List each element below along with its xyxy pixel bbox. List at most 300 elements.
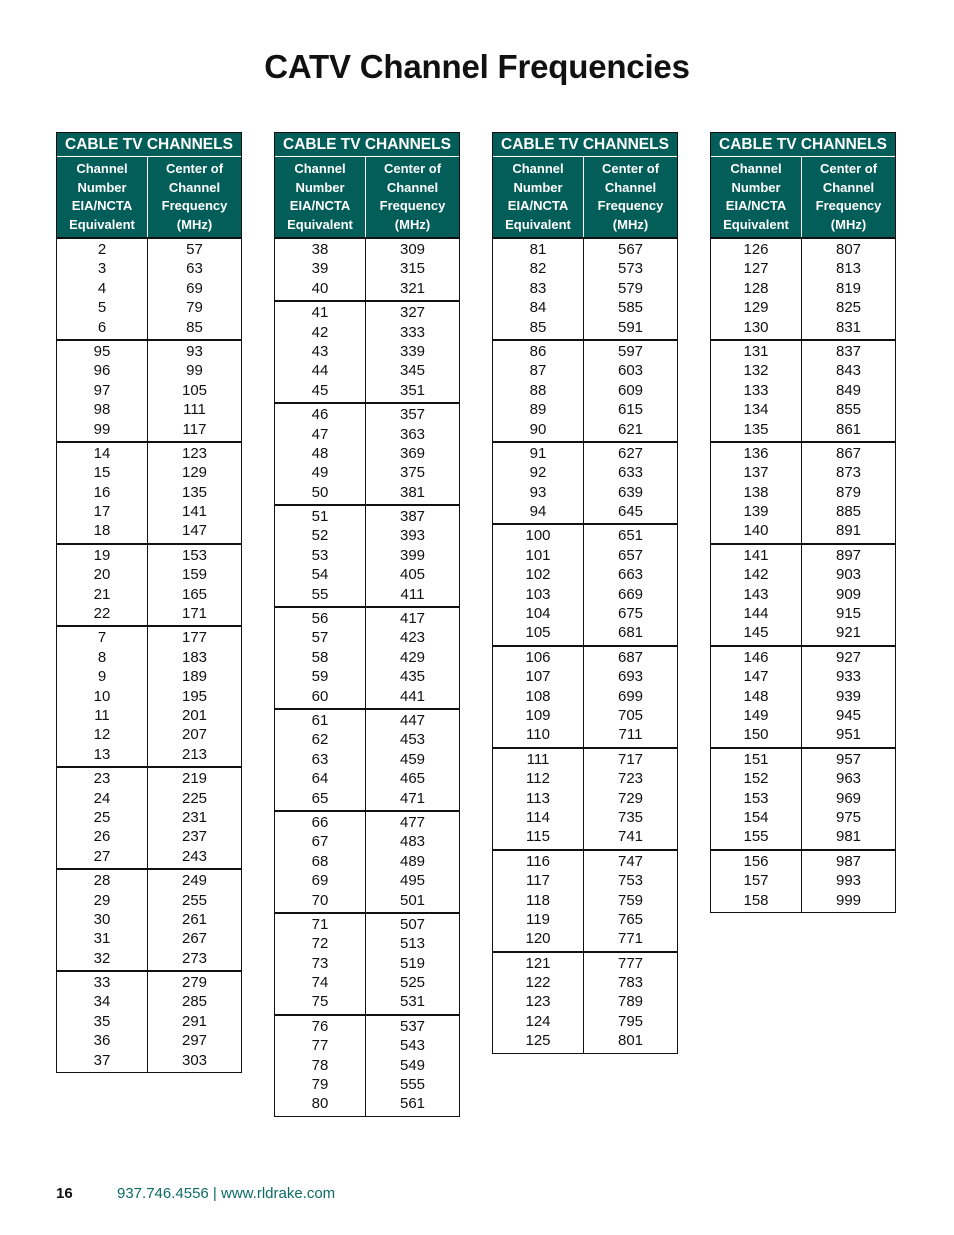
- table-title: CABLE TV CHANNELS: [57, 133, 241, 157]
- channel-number: 7: [97, 629, 107, 647]
- frequency-value: 717: [617, 750, 644, 768]
- column-header-channel: Channel Number EIA/NCTA Equivalent: [711, 157, 802, 237]
- channel-group: [493, 951, 677, 1053]
- channel-number: 121: [525, 954, 551, 972]
- channel-number: 82: [529, 260, 547, 278]
- channel-number: 21: [93, 585, 111, 603]
- frequency-value: 405: [399, 566, 426, 584]
- frequency-cell: [584, 749, 677, 849]
- frequency-value: 783: [617, 974, 644, 992]
- frequency-value: 771: [617, 930, 644, 948]
- frequency-cell: [366, 506, 459, 606]
- channel-number: 102: [525, 566, 551, 584]
- frequency-value: 579: [617, 279, 644, 297]
- frequency-value: 363: [399, 425, 426, 443]
- channel-number: 62: [311, 731, 329, 749]
- frequency-cell: [366, 914, 459, 1014]
- frequency-cell: [584, 443, 677, 524]
- channel-number: 138: [743, 483, 769, 501]
- frequency-value: 123: [181, 444, 208, 462]
- frequency-value: 711: [618, 726, 643, 744]
- channel-number-cell: [57, 972, 148, 1072]
- table-title: CABLE TV CHANNELS: [275, 133, 459, 157]
- frequency-value: 177: [181, 629, 208, 647]
- channel-number: 16: [93, 483, 111, 501]
- frequency-value: 129: [181, 464, 208, 482]
- frequency-value: 273: [181, 949, 208, 967]
- frequency-value: 819: [835, 279, 862, 297]
- channel-number-cell: [275, 608, 366, 708]
- channel-number: 150: [743, 726, 769, 744]
- channel-number: 12: [93, 726, 111, 744]
- frequency-value: 333: [399, 323, 426, 341]
- frequency-value: 351: [399, 381, 426, 399]
- frequency-cell: [584, 525, 677, 644]
- channel-number: 133: [743, 381, 769, 399]
- channel-number: 117: [526, 872, 550, 890]
- channel-number: 23: [93, 770, 111, 788]
- channel-number: 25: [93, 808, 111, 826]
- channel-number: 20: [93, 566, 111, 584]
- channel-number-cell: [275, 239, 366, 300]
- frequency-value: 435: [399, 668, 426, 686]
- channel-group: [57, 970, 241, 1072]
- channel-number: 32: [93, 949, 111, 967]
- channel-number: 42: [311, 323, 329, 341]
- frequency-cell: [148, 443, 241, 543]
- channel-number: 58: [311, 648, 329, 666]
- frequency-cell: [366, 302, 459, 402]
- frequency-value: 339: [399, 342, 426, 360]
- channel-group: [711, 441, 895, 543]
- frequency-value: 183: [181, 648, 208, 666]
- frequency-value: 945: [835, 706, 862, 724]
- channel-number: 52: [311, 527, 329, 545]
- channel-number: 39: [311, 260, 329, 278]
- channel-number: 84: [529, 299, 547, 317]
- frequency-value: 141: [181, 503, 208, 521]
- frequency-value: 165: [181, 585, 208, 603]
- channel-number: 136: [743, 444, 769, 462]
- channel-number: 28: [93, 872, 111, 890]
- channel-number: 72: [311, 935, 329, 953]
- frequency-cell: [366, 608, 459, 708]
- frequency-value: 897: [835, 546, 862, 564]
- frequency-value: 85: [186, 318, 203, 336]
- channel-number: 38: [311, 241, 329, 258]
- channel-number: 125: [525, 1032, 551, 1050]
- channel-number: 157: [743, 872, 769, 890]
- frequency-value: 663: [617, 566, 644, 584]
- frequency-value: 417: [399, 610, 426, 628]
- frequency-value: 207: [181, 726, 208, 744]
- channel-number: 106: [525, 648, 551, 666]
- channel-number-cell: [57, 341, 148, 441]
- column-headers: [275, 157, 459, 237]
- channel-number: 91: [529, 444, 547, 462]
- channel-group: [493, 441, 677, 524]
- channel-number: 148: [743, 687, 769, 705]
- frequency-cell: [584, 239, 677, 339]
- frequency-value: 669: [617, 585, 644, 603]
- frequency-value: 777: [617, 954, 644, 972]
- frequency-value: 657: [617, 546, 644, 564]
- column-header-frequency: Center of Channel Frequency (MHz): [379, 161, 446, 232]
- frequency-value: 639: [617, 483, 644, 501]
- channel-number: 75: [311, 993, 329, 1011]
- channel-number: 19: [93, 546, 111, 564]
- channel-number: 111: [526, 750, 550, 768]
- frequency-cell: [366, 1016, 459, 1116]
- frequency-value: 411: [400, 585, 425, 603]
- frequency-value: 261: [181, 910, 208, 928]
- channel-number: 70: [311, 891, 329, 909]
- channel-number: 122: [525, 974, 551, 992]
- channel-number-cell: [275, 914, 366, 1014]
- channel-number: 124: [525, 1012, 551, 1030]
- channel-number: 130: [743, 318, 769, 336]
- channel-number: 56: [311, 610, 329, 628]
- frequency-value: 807: [835, 241, 862, 258]
- channel-number: 115: [526, 828, 550, 846]
- channel-group: [493, 747, 677, 849]
- frequency-value: 69: [186, 279, 203, 297]
- channel-number-cell: [57, 870, 148, 970]
- channel-number-cell: [493, 851, 584, 951]
- channel-number: 36: [93, 1032, 111, 1050]
- frequency-value: 159: [181, 566, 208, 584]
- channel-number: 73: [311, 954, 329, 972]
- frequency-value: 369: [399, 444, 426, 462]
- frequency-value: 609: [617, 381, 644, 399]
- frequency-value: 561: [399, 1095, 426, 1113]
- channel-number: 44: [311, 362, 329, 380]
- channel-number: 88: [529, 381, 547, 399]
- channel-number: 41: [311, 304, 329, 322]
- channel-table-1: [56, 132, 242, 1073]
- channel-group: [275, 504, 459, 606]
- page-title: CATV Channel Frequencies: [264, 48, 690, 85]
- frequency-value: 393: [399, 527, 426, 545]
- channel-group: [711, 543, 895, 645]
- frequency-value: 549: [399, 1056, 426, 1074]
- frequency-value: 705: [617, 706, 644, 724]
- frequency-cell: [366, 239, 459, 300]
- frequency-cell: [148, 341, 241, 441]
- channel-number: 69: [311, 872, 329, 890]
- channel-number: 55: [311, 585, 329, 603]
- channel-number: 152: [743, 770, 769, 788]
- channel-number-cell: [57, 768, 148, 868]
- frequency-value: 375: [399, 464, 426, 482]
- frequency-cell: [148, 768, 241, 868]
- channel-number: 53: [311, 546, 329, 564]
- frequency-value: 471: [399, 789, 426, 807]
- frequency-value: 969: [835, 789, 862, 807]
- channel-group: [493, 237, 677, 339]
- channel-number: 147: [743, 668, 769, 686]
- channel-number: 61: [311, 711, 329, 729]
- channel-group: [711, 237, 895, 339]
- channel-number: 15: [93, 464, 111, 482]
- frequency-value: 861: [835, 420, 862, 438]
- frequency-value: 903: [835, 566, 862, 584]
- channel-number-cell: [275, 506, 366, 606]
- channel-number: 79: [311, 1076, 329, 1094]
- channel-group: [711, 339, 895, 441]
- channel-table-4: [710, 132, 896, 913]
- frequency-value: 525: [399, 974, 426, 992]
- frequency-value: 531: [399, 993, 426, 1011]
- frequency-value: 873: [835, 464, 862, 482]
- column-header-channel: Channel Number EIA/NCTA Equivalent: [493, 157, 584, 237]
- frequency-value: 585: [617, 299, 644, 317]
- frequency-value: 135: [181, 483, 208, 501]
- channel-number: 6: [97, 318, 107, 336]
- channel-number: 77: [311, 1037, 329, 1055]
- frequency-value: 885: [835, 503, 862, 521]
- channel-group: [711, 645, 895, 747]
- channel-number-cell: [711, 545, 802, 645]
- channel-number: 64: [311, 770, 329, 788]
- channel-number: 155: [743, 828, 769, 846]
- channel-number: 51: [311, 508, 329, 526]
- frequency-cell: [148, 870, 241, 970]
- frequency-value: 117: [182, 420, 207, 438]
- channel-number: 114: [526, 808, 550, 826]
- frequency-cell: [366, 404, 459, 504]
- frequency-value: 867: [835, 444, 862, 462]
- frequency-value: 591: [617, 318, 644, 336]
- frequency-value: 597: [617, 342, 644, 360]
- channel-number-cell: [711, 647, 802, 747]
- channel-number: 153: [743, 789, 769, 807]
- channel-number: 54: [311, 566, 329, 584]
- frequency-value: 843: [835, 362, 862, 380]
- frequency-cell: [148, 627, 241, 766]
- channel-number: 66: [311, 813, 329, 831]
- frequency-cell: [366, 710, 459, 810]
- channel-number-cell: [493, 443, 584, 524]
- frequency-value: 699: [617, 687, 644, 705]
- frequency-value: 633: [617, 464, 644, 482]
- frequency-value: 543: [399, 1037, 426, 1055]
- channel-number: 100: [525, 527, 551, 545]
- frequency-value: 621: [617, 420, 644, 438]
- frequency-value: 57: [186, 241, 203, 258]
- channel-number: 63: [311, 750, 329, 768]
- channel-number-cell: [493, 525, 584, 644]
- channel-number: 29: [93, 891, 111, 909]
- frequency-value: 855: [835, 401, 862, 419]
- frequency-value: 801: [617, 1032, 644, 1050]
- channel-group: [493, 523, 677, 644]
- channel-number: 86: [529, 342, 547, 360]
- channel-number: 5: [97, 299, 107, 317]
- frequency-cell: [802, 647, 895, 747]
- frequency-value: 495: [399, 872, 426, 890]
- channel-group: [57, 543, 241, 626]
- column-header-frequency: Center of Channel Frequency (MHz): [815, 161, 882, 232]
- channel-number: 123: [525, 993, 551, 1011]
- frequency-value: 735: [617, 808, 644, 826]
- frequency-value: 483: [399, 833, 426, 851]
- frequency-value: 153: [181, 546, 208, 564]
- frequency-value: 195: [181, 687, 208, 705]
- table-title: CABLE TV CHANNELS: [493, 133, 677, 157]
- frequency-value: 231: [181, 808, 208, 826]
- frequency-value: 687: [617, 648, 644, 666]
- frequency-value: 399: [399, 546, 426, 564]
- frequency-cell: [802, 239, 895, 339]
- channel-number: 129: [743, 299, 769, 317]
- channel-group: [275, 606, 459, 708]
- channel-number: 74: [311, 974, 329, 992]
- channel-number: 80: [311, 1095, 329, 1113]
- frequency-value: 693: [617, 668, 644, 686]
- channel-group: [57, 339, 241, 441]
- channel-number: 134: [743, 401, 769, 419]
- channel-number-cell: [493, 647, 584, 747]
- channel-number: 97: [93, 381, 111, 399]
- channel-number: 46: [311, 406, 329, 424]
- channel-number: 128: [743, 279, 769, 297]
- channel-number: 126: [743, 241, 769, 258]
- channel-number: 71: [311, 915, 329, 933]
- channel-number: 22: [93, 605, 111, 623]
- frequency-value: 957: [835, 750, 862, 768]
- channel-number: 37: [93, 1051, 111, 1069]
- frequency-value: 519: [399, 954, 426, 972]
- frequency-cell: [802, 749, 895, 849]
- channel-number: 67: [311, 833, 329, 851]
- frequency-value: 993: [835, 872, 862, 890]
- channel-number: 89: [529, 401, 547, 419]
- channel-number: 142: [743, 566, 769, 584]
- frequency-value: 825: [835, 299, 862, 317]
- frequency-value: 429: [399, 648, 426, 666]
- channel-number: 158: [743, 891, 769, 909]
- frequency-cell: [802, 341, 895, 441]
- frequency-value: 927: [835, 648, 862, 666]
- channel-number: 113: [526, 789, 550, 807]
- frequency-value: 795: [617, 1012, 644, 1030]
- channel-number-cell: [275, 710, 366, 810]
- frequency-value: 603: [617, 362, 644, 380]
- channel-number: 18: [93, 522, 111, 540]
- frequency-value: 939: [835, 687, 862, 705]
- channel-number: 112: [526, 770, 550, 788]
- frequency-value: 753: [617, 872, 644, 890]
- frequency-value: 225: [181, 789, 208, 807]
- frequency-value: 729: [617, 789, 644, 807]
- frequency-value: 555: [399, 1076, 426, 1094]
- frequency-cell: [148, 239, 241, 339]
- frequency-cell: [802, 851, 895, 912]
- frequency-value: 297: [181, 1032, 208, 1050]
- footer-contact: 937.746.4556 | www.rldrake.com: [117, 1185, 336, 1202]
- frequency-value: 93: [186, 342, 203, 360]
- channel-number: 108: [525, 687, 551, 705]
- channel-number-cell: [275, 812, 366, 912]
- channel-number-cell: [493, 953, 584, 1053]
- column-header-frequency: Center of Channel Frequency (MHz): [597, 161, 664, 232]
- frequency-cell: [584, 647, 677, 747]
- frequency-value: 255: [181, 891, 208, 909]
- channel-group: [57, 625, 241, 766]
- channel-number: 143: [743, 585, 769, 603]
- channel-number: 96: [93, 362, 111, 380]
- frequency-value: 79: [186, 299, 203, 317]
- channel-number: 26: [93, 828, 111, 846]
- channel-number-cell: [57, 239, 148, 339]
- channel-number-cell: [711, 239, 802, 339]
- frequency-value: 279: [181, 974, 208, 992]
- channel-group: [275, 237, 459, 300]
- frequency-value: 447: [399, 711, 426, 729]
- frequency-value: 537: [399, 1017, 426, 1035]
- frequency-value: 381: [399, 483, 426, 501]
- frequency-value: 315: [399, 260, 426, 278]
- frequency-value: 501: [399, 891, 426, 909]
- table-title: CABLE TV CHANNELS: [711, 133, 895, 157]
- frequency-value: 573: [617, 260, 644, 278]
- frequency-value: 975: [835, 808, 862, 826]
- frequency-value: 837: [835, 342, 862, 360]
- frequency-value: 963: [835, 770, 862, 788]
- frequency-value: 171: [181, 605, 208, 623]
- channel-number: 104: [525, 605, 551, 623]
- channel-number: 8: [97, 648, 107, 666]
- channel-group: [275, 1014, 459, 1116]
- channel-number: 127: [743, 260, 769, 278]
- frequency-value: 477: [399, 813, 426, 831]
- frequency-value: 387: [399, 508, 426, 526]
- channel-number-cell: [275, 1016, 366, 1116]
- channel-number: 131: [743, 342, 769, 360]
- channel-number: 45: [311, 381, 329, 399]
- channel-number: 13: [93, 745, 111, 763]
- channel-number-cell: [275, 302, 366, 402]
- channel-number: 85: [529, 318, 547, 336]
- channel-number: 93: [529, 483, 547, 501]
- channel-number: 141: [743, 546, 769, 564]
- channel-group: [493, 849, 677, 951]
- frequency-value: 909: [835, 585, 862, 603]
- frequency-cell: [584, 851, 677, 951]
- channel-number-cell: [57, 443, 148, 543]
- frequency-cell: [366, 812, 459, 912]
- channel-number: 105: [525, 624, 551, 642]
- frequency-value: 309: [399, 241, 426, 258]
- column-header-frequency: Center of Channel Frequency (MHz): [161, 161, 228, 232]
- channel-group: [711, 747, 895, 849]
- frequency-value: 327: [399, 304, 426, 322]
- frequency-value: 759: [617, 891, 644, 909]
- frequency-cell: [148, 545, 241, 626]
- frequency-value: 441: [399, 687, 426, 705]
- channel-number: 17: [93, 503, 111, 521]
- channel-number: 137: [743, 464, 769, 482]
- frequency-value: 459: [399, 750, 426, 768]
- channel-number: 118: [526, 891, 550, 909]
- frequency-value: 291: [181, 1012, 208, 1030]
- frequency-value: 507: [399, 915, 426, 933]
- channel-number: 30: [93, 910, 111, 928]
- channel-number: 60: [311, 687, 329, 705]
- frequency-value: 63: [186, 260, 203, 278]
- frequency-cell: [802, 443, 895, 543]
